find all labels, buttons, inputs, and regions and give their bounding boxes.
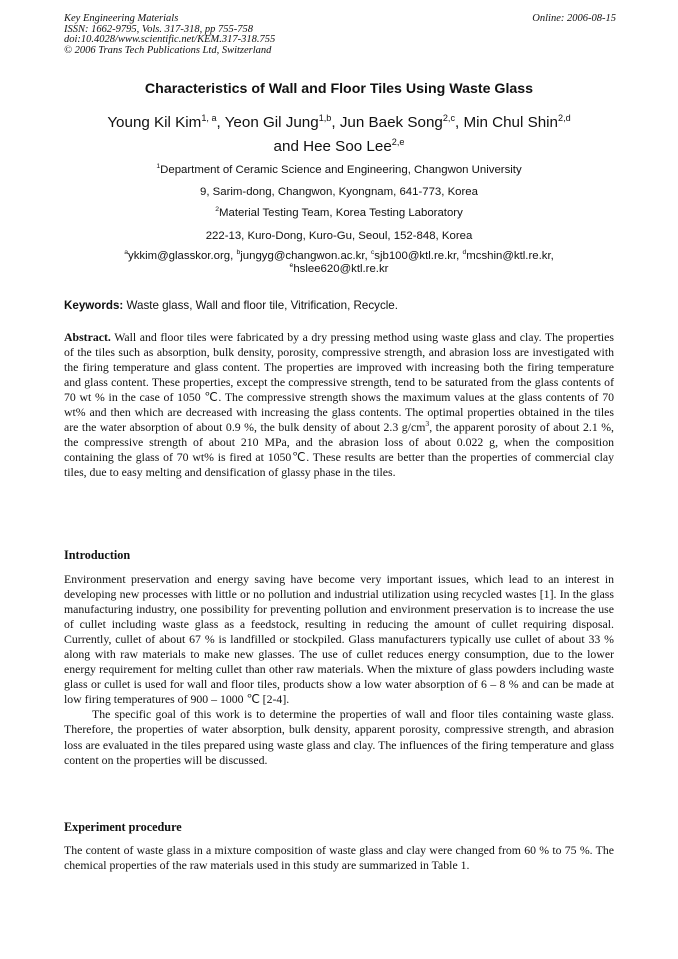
author-affil-sup: 1,b [318,112,332,123]
email-address: sjb100@ktl.re.kr, [374,250,463,262]
affiliation-1-name: $^1$Department of Ceramic Science and Engineering, Changwon University [156,163,522,176]
keywords [64,299,624,312]
introduction-paragraph: The specific goal of this work is to determine the properties of wall and floor tiles containing waste glass. Therefore, the properties of water absorption, bulk density, apparent porosity, compressive strength, and abrasion loss are evaluated in the tiles prepared using waste glass and clay. The influences of the firing temperature and glass content on the properties will be discussed. [64,707,614,767]
online-date: Online: 2006-08-15 [532,13,616,24]
email-line-2: $^e$hslee620@ktl.re.kr [289,262,389,275]
introduction-body [64,572,614,768]
introduction-heading: Introduction [64,548,131,562]
journal-header [64,14,275,56]
experiment-heading: Experiment procedure [64,820,182,834]
author-name: and Hee Soo Lee [273,138,392,155]
email-address: jungyg@changwon.ac.kr, [240,250,371,262]
author-name: Jun Baek Song [339,114,443,131]
author-affil-sup: 2,d [558,112,571,123]
email-list [30,250,648,276]
email-address: mcshin@ktl.re.kr, [466,250,554,262]
doi-line: doi:10.4028/www.scientific.net/KEM.317-318.755 [64,34,276,46]
copyright-line: © 2006 Trans Tech Publications Ltd, Switzerland [64,44,272,56]
email-address: hslee620@ktl.re.kr [293,263,389,275]
journal-name: Key Engineering Materials [64,13,179,24]
author-name: Yeon Gil Jung [224,114,319,131]
experiment-body [64,843,614,873]
author-name: Young Kil Kim [107,114,202,131]
keywords-label: Keywords: [64,299,124,312]
affiliation-2-name: $^2$Material Testing Team, Korea Testing Laboratory [215,206,463,219]
abstract-text: Wall and floor tiles were fabricated by a dry pressing method using waste glass and clay. The properties of the tiles such as absorption, bulk density, porosity, compressive strength, and abrasion loss are investigated with the firing temperature and glass content. The properties are improved with increasing both the firing temperature and glass content. These properties, except the compressive strength, tend to be saturated from the glass contents of 70 wt % in the case of 1050 ℃. The compressive strength shows the maximum values at the glass contents of 70 wt% and then which are decreased with increasing the glass contents. The optimal properties obtained in the tiles are the water absorption of about 0.9 %, the bulk density of about 2.3 g/cm [64,330,614,435]
issn-line: ISSN: 1662-9795, Vols. 317-318, pp 755-758 [64,23,253,35]
author-affil-sup: 2,c [442,112,455,123]
author-line-1: Young Kil Kim$^{1, a}$, Yeon Gil Jung$^{1,b}$, Jun Baek Song$^{2,c}$, Min Chul Shin$^{2,d}$ [107,112,571,131]
email-address: ykkim@glasskor.org, [128,250,237,262]
keywords-text: Waste glass, Wall and floor tile, Vitrification, Recycle. [123,299,398,312]
abstract: Abstract. Wall and floor tiles were fabricated by a dry pressing method using waste glass and clay. The properties of the tiles such as absorption, bulk density, porosity, compressive strength, and abrasion loss are investigated with the firing temperature and glass content. The properties are improved with increasing both the firing temperature and glass content. These properties, except the compressive strength, tend to be saturated from the glass contents of 70 wt % in the case of 1050 ℃. The compressive strength shows the maximum values at the glass contents of 70 wt% and then which are decreased with increasing the glass contents. The optimal properties obtained in the tiles are the water absorption of about 0.9 %, the bulk density of about 2.3 $g/cm^3$, the apparent porosity of about 2.1 %, the compressive strength of about 210 MPa, and the abrasion loss of about 0.022 g, when the composition containing the glass of 70 wt% is fired at 1050℃. These results are better than the properties of commercial clay tiles, due to easy melting and densification of glassy phase in the tiles. [64,330,615,480]
affiliation-1-address: 9, Sarim-dong, Changwon, Kyongnam, 641-773, Korea [200,186,478,198]
author-affil-sup: 2,e [391,136,405,147]
author-list [40,111,638,159]
affiliation-2-address: 222-13, Kuro-Dong, Kuro-Gu, Seoul, 152-848, Korea [205,230,473,242]
email-line-1: $^a$ykkim@glasskor.org, $^b$jungyg@changwon.ac.kr, $^c$sjb100@ktl.re.kr, $^d$mcshin@ktl.re.kr, [124,249,554,262]
paper-title: Characteristics of Wall and Floor Tiles Using Waste Glass [144,81,534,97]
introduction-paragraph: Environment preservation and energy saving have become very important issues, which lead to an interest in developing new processes with little or no pollution and industrial utilization using recycled wastes [1]. In the glass manufacturing industry, one possibility for preventing pollution and environment preservation is to increase the use of cullet including waste glass as a feedstock, resulting in reducing the amount of cullet requiring disposal. Currently, cullet of about 67 % is landfilled or stockpiled. Glass manufacturers typically use cullet of about 33 % along with raw materials to make new glasses. The use of cullet reduces energy consumption, due to the lower energy requirement for melting cullet than other raw materials. When the mixture of glass powders including waste glass or cullet is used for wall and floor tiles, products show a low water absorption of 6 – 8 % and can be made at low firing temperatures of 900 – 1000 ℃ [2-4]. [64,572,614,707]
author-line-2 [40,135,638,159]
abstract-text-cont: , the apparent porosity of about 2.1 %, the compressive strength of about 210 MPa, and the abrasion loss of about 0.022 g, when the composition containing the glass of 70 wt% is fired at 1050℃. These results are better than the properties of commercial clay tiles, due to easy melting and densification of glassy phase in the tiles. [64,420,615,480]
author-name: Min Chul Shin [463,114,558,131]
experiment-paragraph: The content of waste glass in a mixture composition of waste glass and clay were changed from 60 % to 75 %. The chemical properties of the raw materials used in this study are summarized in Table 1. [64,843,614,873]
abstract-label: Abstract. [64,330,111,344]
author-affil-sup: 1, a [201,112,217,123]
